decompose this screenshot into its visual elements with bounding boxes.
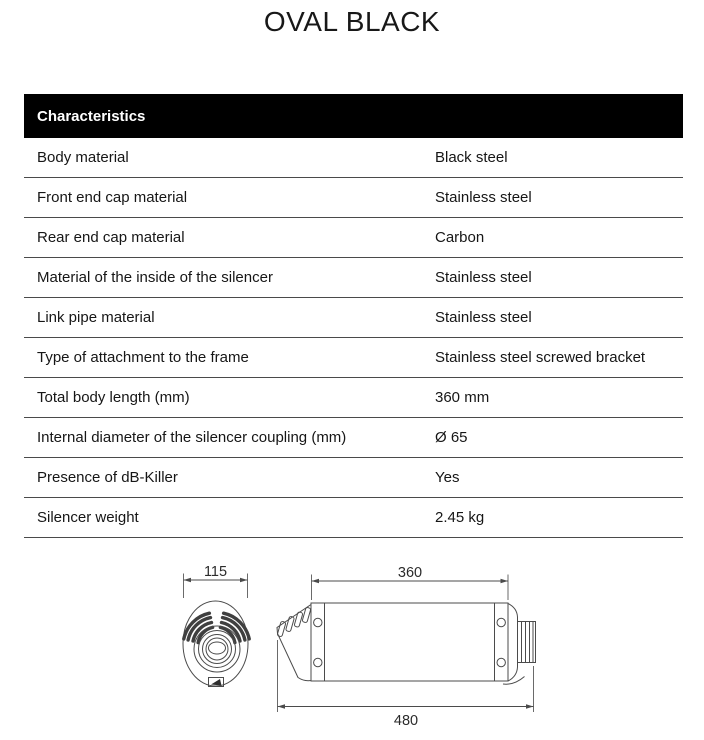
dimension-body-length-label: 360 — [397, 565, 423, 581]
row-label: Rear end cap material — [37, 229, 185, 246]
dimension-total-length-label: 480 — [393, 713, 419, 729]
table-header: Characteristics — [24, 94, 683, 138]
row-label: Type of attachment to the frame — [37, 349, 249, 366]
row-label: Front end cap material — [37, 189, 188, 206]
table-row — [24, 258, 683, 298]
row-value: Black steel — [435, 149, 508, 166]
table-row — [24, 138, 683, 178]
row-value: Stainless steel — [435, 269, 532, 286]
row-label: Presence of dB-Killer — [37, 469, 178, 486]
table-row — [24, 498, 683, 538]
row-value: 360 mm — [435, 389, 490, 406]
dimension-total-length — [278, 640, 534, 729]
row-value: Yes — [435, 469, 460, 486]
table-row — [24, 298, 683, 338]
dimension-front-width-label: 115 — [203, 564, 228, 580]
row-label: Material of the inside of the silencer — [37, 269, 273, 286]
table-row — [24, 218, 683, 258]
row-label: Total body length (mm) — [37, 389, 190, 406]
table-row — [24, 178, 683, 218]
row-label: Silencer weight — [37, 509, 139, 526]
row-value: Carbon — [435, 229, 485, 246]
row-label: Body material — [37, 149, 129, 166]
silencer-front-view-drawing — [183, 601, 249, 687]
dimension-front-width — [184, 564, 248, 598]
row-value: Stainless steel screwed bracket — [435, 349, 646, 366]
silencer-side-view-drawing — [277, 603, 536, 684]
technical-drawing — [0, 545, 704, 740]
row-label: Internal diameter of the silencer coupling (mm) — [37, 429, 347, 446]
table-row — [24, 378, 683, 418]
row-value: Stainless steel — [435, 309, 532, 326]
row-value: Stainless steel — [435, 189, 532, 206]
row-value: 2.45 kg — [435, 509, 485, 526]
characteristics-table — [24, 94, 683, 538]
table-row — [24, 338, 683, 378]
page-title: OVAL BLACK — [263, 6, 441, 37]
table-row — [24, 458, 683, 498]
row-value: Ø 65 — [435, 429, 468, 446]
row-label: Link pipe material — [37, 309, 155, 326]
table-row — [24, 418, 683, 458]
dimension-body-length — [312, 565, 509, 600]
